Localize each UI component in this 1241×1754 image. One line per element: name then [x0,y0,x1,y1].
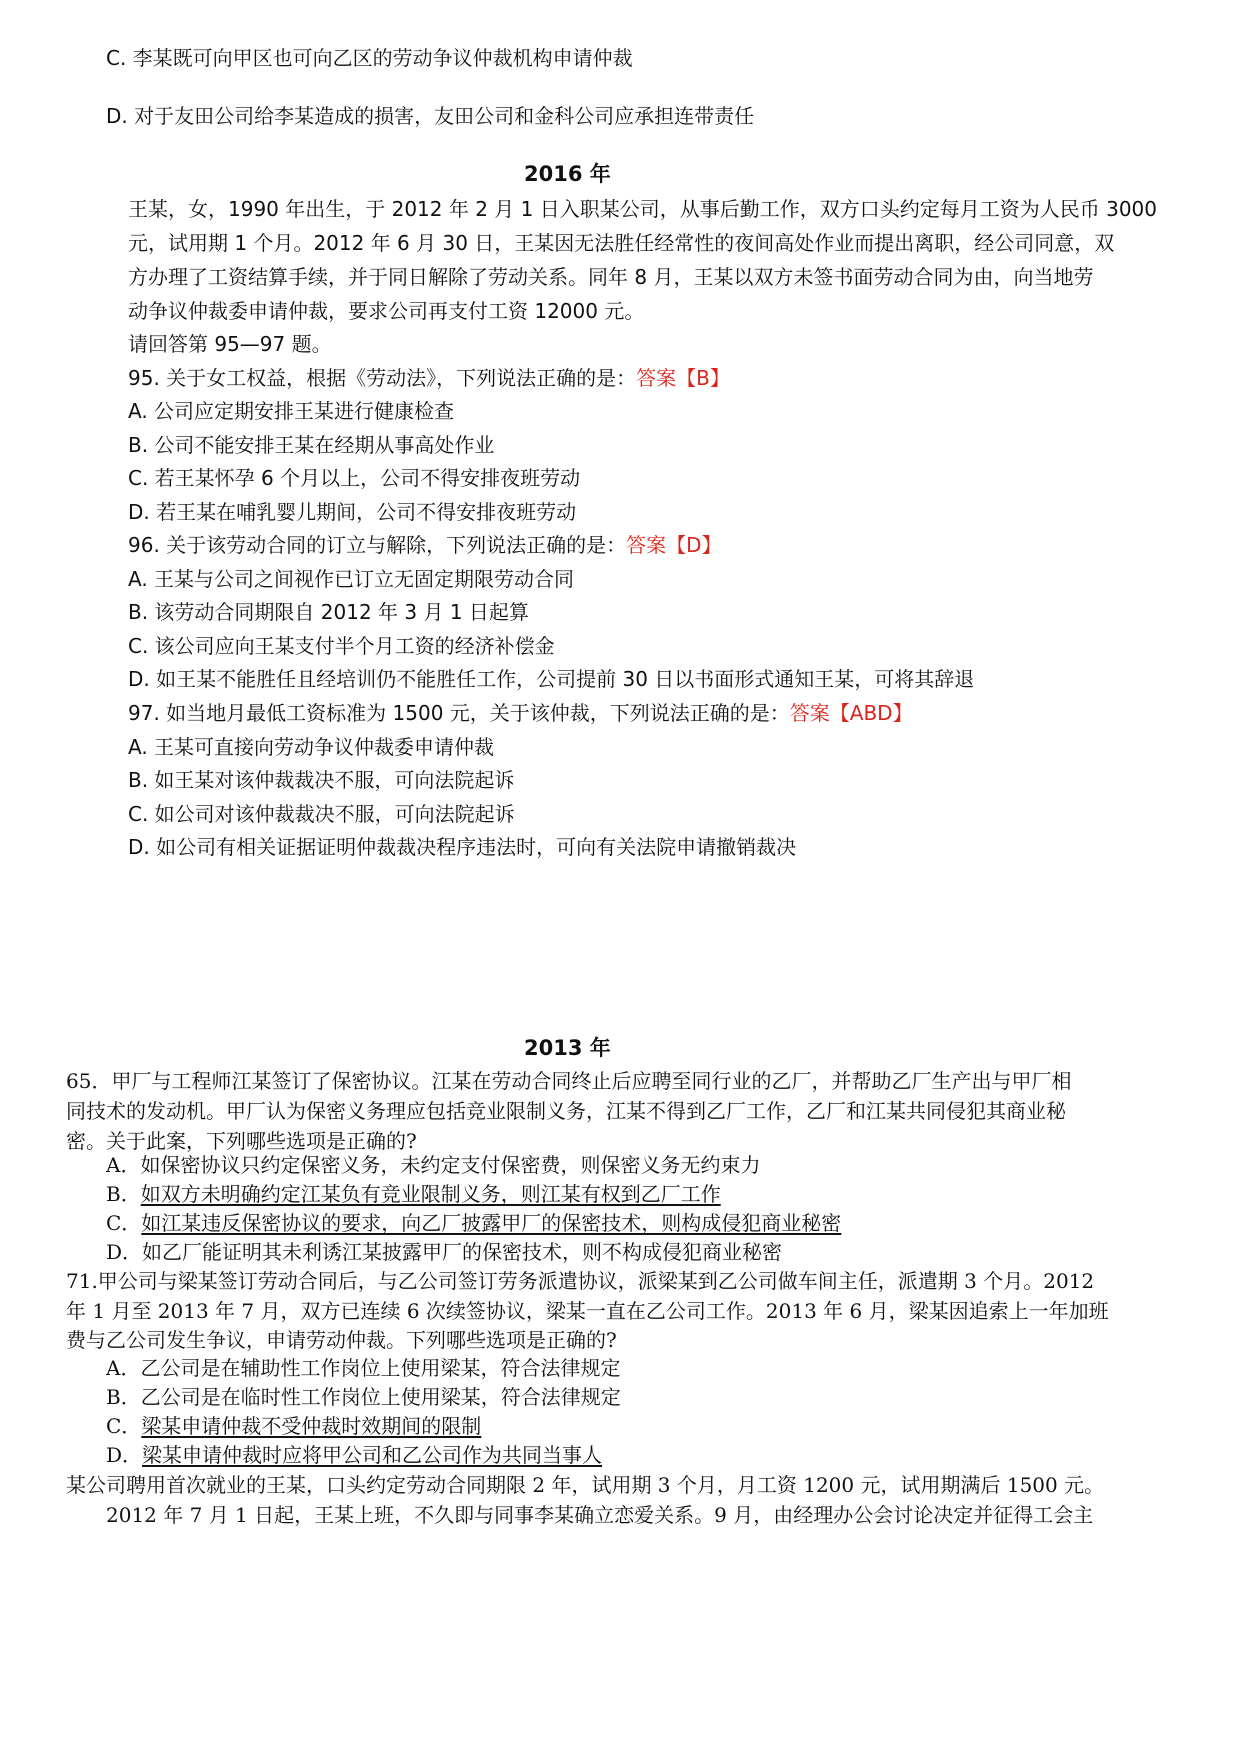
prev-option-d: D. 对于友田公司给李某造成的损害，友田公司和金科公司应承担连带责任 [106,104,755,128]
question-65-option-c [106,1209,841,1237]
question-stem-text: 96. 关于该劳动合同的订立与解除，下列说法正确的是： [128,533,627,557]
answer-label: 答案【ABD】 [789,701,913,725]
question-95-option-a: A. 公司应定期安排王某进行健康检查 [128,399,455,423]
question-96-option-d: D. 如王某不能胜任且经培训仍不能胜任工作，公司提前 30 日以书面形式通知王某，可将其辞退 [128,667,975,691]
option-label: B． [106,1182,141,1206]
case-paragraph-line: 动争议仲裁委申请仲裁，要求公司再支付工资 12000 元。 [128,299,645,323]
question-stem-text: 97. 如当地月最低工资标准为 1500 元，关于该仲裁，下列说法正确的是： [128,701,790,725]
option-text-underlined: 梁某申请仲裁不受仲裁时效期间的限制 [141,1414,482,1438]
case-paragraph-line: 2012 年 7 月 1 日起，王某上班，不久即与同事李某确立恋爱关系。9 月，由经理办公会讨论决定并征得工会主 [106,1503,1094,1527]
question-prompt: 请回答第 95—97 题。 [128,332,332,356]
question-stem-text: 95. 关于女工权益，根据《劳动法》，下列说法正确的是： [128,366,637,390]
question-96-option-a: A. 王某与公司之间视作已订立无固定期限劳动合同 [128,567,575,591]
option-text: 如保密协议只约定保密义务，未约定支付保密费，则保密义务无约束力 [140,1153,761,1177]
question-71-line: 费与乙公司发生争议，申请劳动仲裁。下列哪些选项是正确的? [66,1328,617,1352]
option-label: D． [106,1443,143,1467]
question-96-stem [128,531,722,559]
question-97-option-a: A. 王某可直接向劳动争议仲裁委申请仲裁 [128,735,495,759]
question-65-line: 65．甲厂与工程师江某签订了保密协议。江某在劳动合同终止后应聘至同行业的乙厂，并帮助乙厂生产出与甲厂相 [66,1069,1072,1093]
question-65-line: 密。关于此案，下列哪些选项是正确的? [66,1129,417,1153]
option-label: C． [106,1211,142,1235]
question-65-line: 同技术的发动机。甲厂认为保密义务理应包括竞业限制义务，江某不得到乙厂工作，乙厂和江某共同侵犯其商业秘 [66,1099,1066,1123]
option-text-underlined: 如双方未明确约定江某负有竞业限制义务，则江某有权到乙厂工作 [140,1182,721,1206]
option-label: B． [106,1385,141,1409]
case-paragraph-line: 方办理了工资结算手续，并于同日解除了劳动关系。同年 8 月，王某以双方未签书面劳动合同为由，向当地劳 [128,265,1094,289]
question-71-line: 71.甲公司与梁某签订劳动合同后，与乙公司签订劳务派遣协议，派梁某到乙公司做车间主任，派遣期 3 个月。2012 [66,1269,1095,1293]
option-text-underlined: 梁某申请仲裁时应将甲公司和乙公司作为共同当事人 [142,1443,603,1467]
option-text: 如乙厂能证明其未利诱江某披露甲厂的保密技术，则不构成侵犯商业秘密 [142,1240,783,1264]
question-71-option-a [106,1354,620,1382]
section-heading-2013: 2013 年 [524,1036,611,1060]
question-65-option-d [106,1238,782,1266]
option-text: 乙公司是在临时性工作岗位上使用梁某，符合法律规定 [140,1385,621,1409]
question-71-option-c [106,1412,481,1440]
question-97-stem [128,699,913,727]
question-65-option-b [106,1180,721,1208]
question-97-option-d: D. 如公司有相关证据证明仲裁裁决程序违法时，可向有关法院申请撤销裁决 [128,835,797,859]
answer-label: 答案【D】 [626,533,722,557]
question-95-option-c: C. 若王某怀孕 6 个月以上，公司不得安排夜班劳动 [128,466,581,490]
answer-label: 答案【B】 [636,366,730,390]
case-paragraph-line: 某公司聘用首次就业的王某，口头约定劳动合同期限 2 年，试用期 3 个月，月工资 1200 元，试用期满后 1500 元。 [66,1473,1105,1497]
prev-option-c: C. 李某既可向甲区也可向乙区的劳动争议仲裁机构申请仲裁 [106,46,633,70]
case-paragraph-line: 元，试用期 1 个月。2012 年 6 月 30 日，王某因无法胜任经常性的夜间高处作业而提出离职，经公司同意，双 [128,231,1115,255]
question-71-line: 年 1 月至 2013 年 7 月，双方已连续 6 次续签协议，梁某一直在乙公司工作。2013 年 6 月，梁某因追索上一年加班 [66,1299,1109,1323]
question-96-option-c: C. 该公司应向王某支付半个月工资的经济补偿金 [128,634,555,658]
option-text: 乙公司是在辅助性工作岗位上使用梁某，符合法律规定 [140,1356,621,1380]
option-label: C． [106,1414,142,1438]
question-97-option-c: C. 如公司对该仲裁裁决不服，可向法院起诉 [128,802,515,826]
question-97-option-b: B. 如王某对该仲裁裁决不服，可向法院起诉 [128,768,515,792]
option-label: A． [106,1153,141,1177]
option-text-underlined: 如江某违反保密协议的要求，向乙厂披露甲厂的保密技术，则构成侵犯商业秘密 [141,1211,842,1235]
option-label: A． [106,1356,141,1380]
question-95-stem [128,364,730,392]
question-65-option-a [106,1151,760,1179]
question-96-option-b: B. 该劳动合同期限自 2012 年 3 月 1 日起算 [128,600,529,624]
question-71-option-d [106,1441,602,1469]
section-heading-2016: 2016 年 [524,162,611,186]
question-71-option-b [106,1383,621,1411]
option-label: D． [106,1240,143,1264]
question-95-option-b: B. 公司不能安排王某在经期从事高处作业 [128,433,495,457]
question-95-option-d: D. 若王某在哺乳婴儿期间，公司不得安排夜班劳动 [128,500,577,524]
case-paragraph-line: 王某，女，1990 年出生，于 2012 年 2 月 1 日入职某公司，从事后勤工作，双方口头约定每月工资为人民币 3000 [128,197,1158,221]
